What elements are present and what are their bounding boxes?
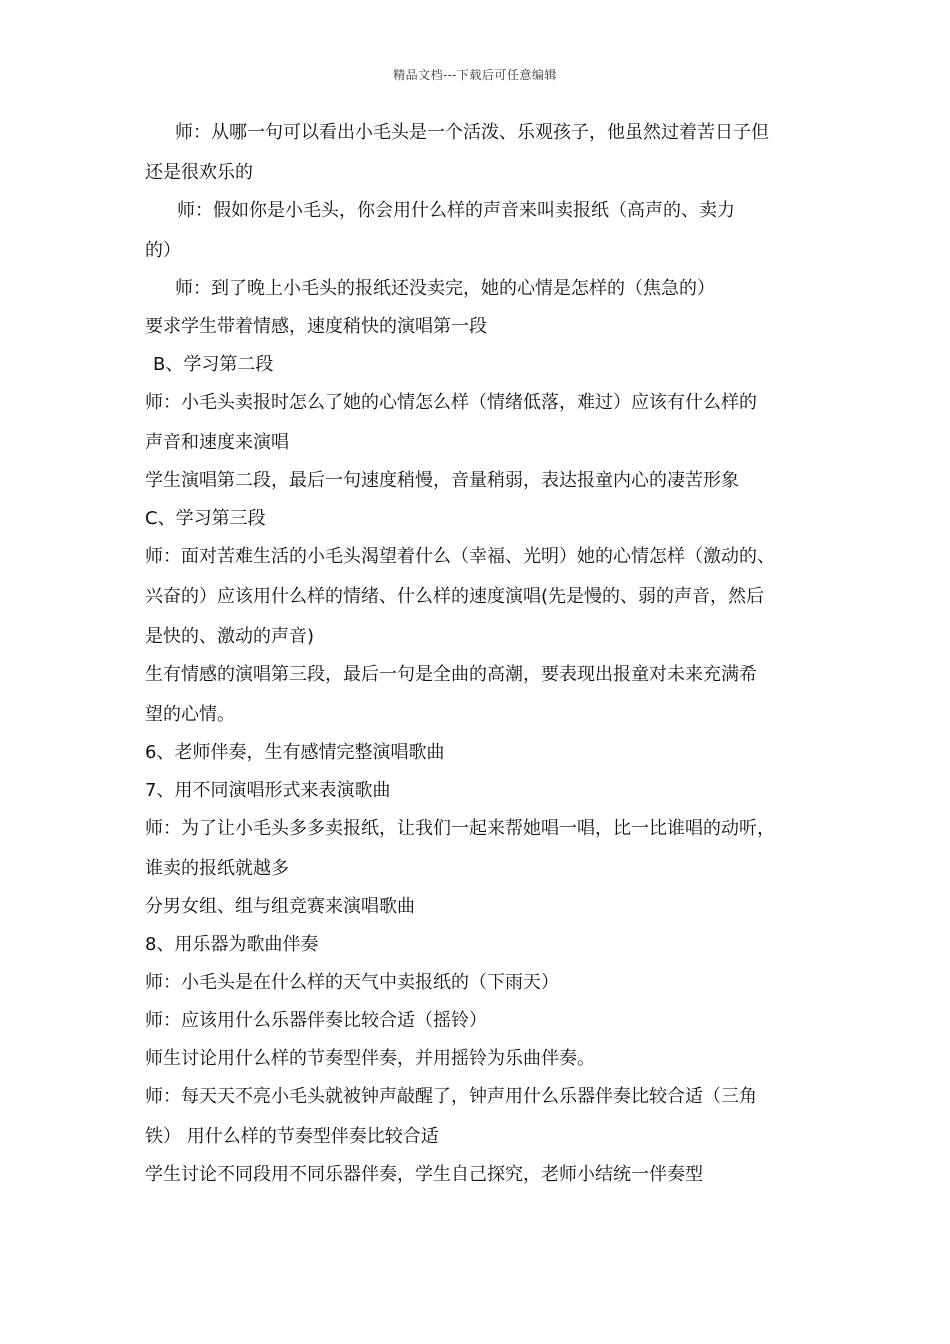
text-line: 师：小毛头卖报时怎么了她的心情怎么样（情绪低落，难过）应该有什么样的 xyxy=(145,392,757,413)
text-line: 7、用不同演唱形式来表演歌曲 xyxy=(145,780,391,801)
text-line: 要求学生带着情感，速度稍快的演唱第一段 xyxy=(145,316,487,337)
text-line: 谁卖的报纸就越多 xyxy=(145,858,289,879)
paragraph xyxy=(145,1010,835,1032)
text-line: 学生讨论不同段用不同乐器伴奏，学生自己探究，老师小结统一伴奏型 xyxy=(145,1164,703,1185)
paragraph xyxy=(145,1164,835,1186)
paragraph xyxy=(145,392,835,454)
paragraph xyxy=(145,200,835,262)
paragraph xyxy=(145,470,835,492)
text-line: 师：从哪一句可以看出小毛头是一个活泼、乐观孩子，他虽然过着苦日子但 xyxy=(175,122,769,143)
paragraph xyxy=(145,664,835,726)
text-line: 望的心情。 xyxy=(145,704,235,725)
paragraph xyxy=(145,278,835,300)
text-line: 师：假如你是小毛头，你会用什么样的声音来叫卖报纸（高声的、卖力 xyxy=(177,200,735,221)
text-line: 师：每天天不亮小毛头就被钟声敲醒了，钟声用什么乐器伴奏比较合适（三角 xyxy=(145,1086,757,1107)
text-line: 师：小毛头是在什么样的天气中卖报纸的（下雨天） xyxy=(145,972,559,993)
paragraph xyxy=(145,1048,835,1070)
text-line: B、学习第二段 xyxy=(153,354,274,375)
paragraph xyxy=(145,896,835,918)
paragraph xyxy=(145,818,835,880)
paragraph xyxy=(145,1086,835,1148)
text-line: 生有情感的演唱第三段，最后一句是全曲的高潮，要表现出报童对未来充满希 xyxy=(145,664,757,685)
text-line: 铁） 用什么样的节奏型伴奏比较合适 xyxy=(145,1126,439,1147)
text-line: 兴奋的）应该用什么样的情绪、什么样的速度演唱(先是慢的、弱的声音，然后 xyxy=(145,586,765,607)
text-line: 分男女组、组与组竞赛来演唱歌曲 xyxy=(145,896,415,917)
paragraph xyxy=(145,972,835,994)
section-heading xyxy=(145,354,835,376)
section-heading xyxy=(145,508,835,530)
list-item xyxy=(145,742,835,764)
document-body xyxy=(145,122,835,1202)
list-item xyxy=(145,934,835,956)
text-line: 师：到了晚上小毛头的报纸还没卖完，她的心情是怎样的（焦急的） xyxy=(175,278,715,299)
text-line: 师生讨论用什么样的节奏型伴奏，并用摇铃为乐曲伴奏。 xyxy=(145,1048,595,1069)
text-line: C、学习第三段 xyxy=(145,508,266,529)
page-header: 精品文档---下载后可任意编辑 xyxy=(393,68,557,82)
text-line: 师：应该用什么乐器伴奏比较合适（摇铃） xyxy=(145,1010,487,1031)
text-line: 8、用乐器为歌曲伴奏 xyxy=(145,934,319,955)
text-line: 师：为了让小毛头多多卖报纸，让我们一起来帮她唱一唱，比一比谁唱的动听， xyxy=(145,818,775,839)
text-line: 6、老师伴奏，生有感情完整演唱歌曲 xyxy=(145,742,445,763)
text-line: 是快的、激动的声音) xyxy=(145,626,315,647)
paragraph xyxy=(145,122,835,184)
paragraph xyxy=(145,546,835,648)
text-line: 学生演唱第二段，最后一句速度稍慢，音量稍弱，表达报童内心的凄苦形象 xyxy=(145,470,739,491)
text-line: 的） xyxy=(145,240,181,261)
text-line: 还是很欢乐的 xyxy=(145,162,253,183)
text-line: 声音和速度来演唱 xyxy=(145,432,289,453)
list-item xyxy=(145,780,835,802)
paragraph xyxy=(145,316,835,338)
text-line: 师：面对苦难生活的小毛头渴望着什么（幸福、光明）她的心情怎样（激动的、 xyxy=(145,546,775,567)
